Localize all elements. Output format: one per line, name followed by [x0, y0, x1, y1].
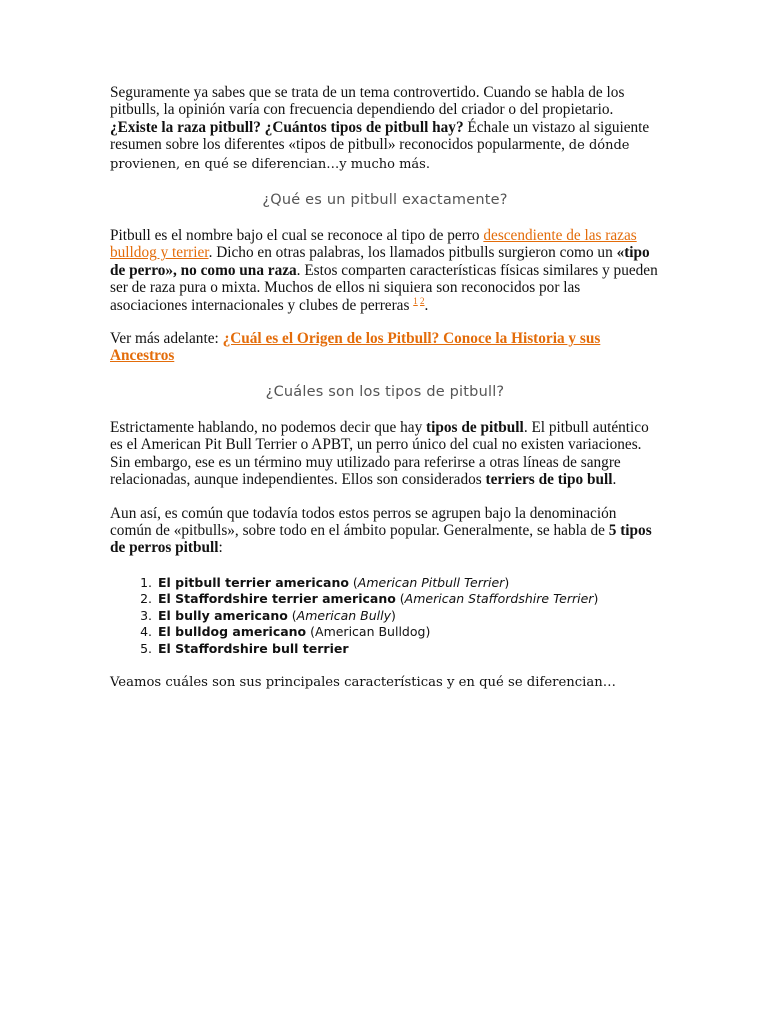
list-item — [156, 608, 660, 625]
section1-text: Pitbull es el nombre bajo el cual se reconoce al tipo de perro — [110, 227, 484, 245]
section2-p2-colon: : — [218, 539, 223, 557]
paren: ( — [287, 607, 297, 623]
intro-text: Seguramente ya sabes que se trata de un tema controvertido. Cuando se habla de los pitbulls, la opinión varía con frecuencia dependiendo del criador o del propietario. — [110, 84, 625, 119]
list-item — [156, 591, 660, 608]
intro-text-2: Échale un vistazo al siguiente resumen sobre los diferentes «tipos de pitbull» reconocidos popularmente, — [110, 118, 650, 154]
section2-p2-bold: 5 tipos de perros pitbull — [110, 521, 652, 557]
section2-paragraph-1 — [110, 419, 660, 489]
paren: ) — [425, 624, 431, 640]
type-name: El Staffordshire bull terrier — [158, 640, 349, 656]
type-english-name: American Bully — [296, 607, 391, 623]
link-origen-pitbull[interactable]: ¿Cuál es el Origen de los Pitbull? Conoce la Historia y sus Ancestros — [110, 330, 601, 365]
section1-period: . — [424, 296, 429, 314]
section2-paragraph-2 — [110, 505, 660, 557]
section-heading-types: ¿Cuáles son los tipos de pitbull? — [265, 383, 505, 400]
type-english-name: American Bulldog — [315, 624, 426, 640]
type-name: El bulldog americano — [158, 624, 307, 640]
list-item — [156, 641, 660, 658]
section2-bold-terriers: terriers de tipo bull — [485, 471, 613, 489]
section1-text-2: . Dicho en otras palabras, los llamados pitbulls surgieron como un — [208, 244, 617, 262]
document-page — [110, 84, 660, 690]
closing-paragraph: Veamos cuáles son sus principales características y en qué se diferencian… — [110, 675, 616, 691]
paren: ) — [390, 607, 396, 623]
intro-paragraph — [110, 84, 660, 173]
paren: ( — [348, 574, 358, 590]
footnote-link-2[interactable]: 2 — [420, 295, 425, 306]
paren: ( — [306, 624, 316, 640]
list-item — [156, 624, 660, 641]
see-more-paragraph — [110, 330, 660, 365]
section2-text: Estrictamente hablando, no podemos decir que hay — [110, 418, 427, 436]
link-descendiente[interactable]: descendiente de las razas bulldog y terrier — [110, 227, 637, 262]
see-more-label: Ver más adelante: — [110, 330, 223, 348]
type-name: El bully americano — [158, 607, 288, 623]
section-heading-what-is: ¿Qué es un pitbull exactamente? — [262, 192, 508, 209]
intro-text-3: de dónde provienen, en qué se diferencian…y mucho más. — [110, 138, 630, 172]
intro-bold-question: ¿Existe la raza pitbull? ¿Cuántos tipos de pitbull hay? — [110, 118, 464, 136]
section2-text-2: . El pitbull auténtico es el American Pit Bull Terrier o APBT, un perro único del cual no existen variaciones. Sin embargo, ese es un término muy utilizado para referirse a otras líneas de sangre relacionadas, aunque independientes. Ellos son considerados — [110, 418, 649, 489]
section2-period: . — [612, 471, 617, 489]
list-item — [156, 575, 660, 592]
pitbull-types-list — [110, 575, 660, 658]
type-name: El Staffordshire terrier americano — [158, 591, 396, 607]
paren: ) — [504, 574, 510, 590]
section1-paragraph — [110, 227, 660, 314]
section2-bold-tipos: tipos de pitbull — [426, 418, 524, 436]
section1-text-3: . Estos comparten características físicas similares y pueden ser de raza pura o mixta. Muchos de ellos ni siquiera son reconocidos por las asociaciones internacionales y clubes de perreras — [110, 261, 658, 314]
section2-p2-text: Aun así, es común que todavía todos estos perros se agrupen bajo la denominación común de «pitbulls», sobre todo en el ámbito popular. Generalmente, se habla de — [110, 504, 617, 539]
paren: ) — [593, 591, 599, 607]
type-english-name: American Pitbull Terrier — [357, 574, 505, 590]
paren: ( — [395, 591, 405, 607]
footnote-link-1[interactable]: 1 — [413, 295, 418, 306]
type-english-name: American Staffordshire Terrier — [404, 591, 594, 607]
type-name: El pitbull terrier americano — [158, 574, 349, 590]
section1-bold: «tipo de perro», no como una raza — [110, 244, 650, 279]
